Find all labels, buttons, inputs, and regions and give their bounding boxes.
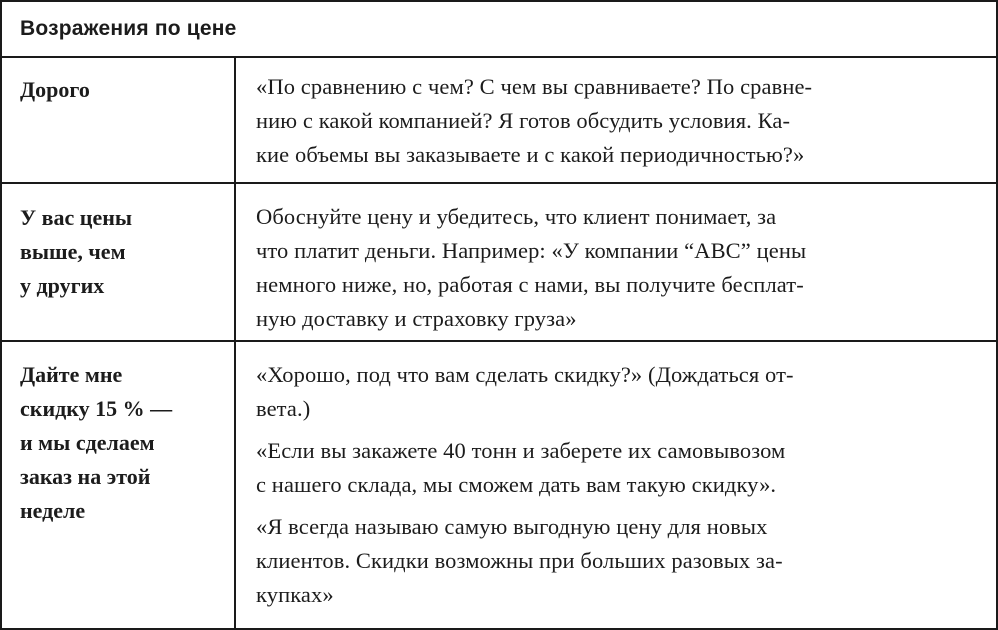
objection-text: и мы сделаем [20, 430, 155, 455]
response-paragraph [256, 358, 976, 426]
response-line: «Я всегда называю самую выгодную цену для новых [256, 514, 768, 539]
table-title [2, 2, 996, 58]
response-line: ную доставку и страховку груза» [256, 306, 577, 331]
objection-text: заказ на этой [20, 464, 151, 489]
table-title-text: Возражения по цене [20, 17, 237, 40]
response-cell [236, 184, 996, 340]
response-paragraph [256, 200, 976, 336]
response-line: Обоснуйте цену и убедитесь, что клиент понимает, за [256, 204, 777, 229]
response-line: немного ниже, но, работая с нами, вы получите бесплат- [256, 272, 804, 297]
objection-cell [2, 184, 236, 340]
response-paragraph [256, 70, 976, 172]
objection-text: Дайте мне [20, 362, 123, 387]
response-line: вета.) [256, 396, 311, 421]
objection-text: у других [20, 273, 105, 298]
response-line: нию с какой компанией? Я готов обсудить условия. Ка- [256, 108, 791, 133]
response-line: купках» [256, 582, 334, 607]
objection-text: неделе [20, 498, 86, 523]
objection-text: У вас цены [20, 205, 133, 230]
response-cell [236, 342, 996, 628]
objection-text: скидку 15 % — [20, 396, 173, 421]
table-row [2, 184, 996, 342]
objection-text: выше, чем [20, 239, 126, 264]
objection-text: Дорого [20, 77, 90, 102]
table-row [2, 58, 996, 184]
response-line: с нашего склада, мы сможем дать вам такую скидку». [256, 472, 777, 497]
response-line: «Хорошо, под что вам сделать скидку?» (Дождаться от- [256, 362, 794, 387]
response-line: кие объемы вы заказываете и с какой периодичностью?» [256, 142, 805, 167]
objection-cell [2, 342, 236, 628]
response-line: клиентов. Скидки возможны при больших разовых за- [256, 548, 783, 573]
response-line: «Если вы закажете 40 тонн и заберете их самовывозом [256, 438, 786, 463]
response-line: «По сравнению с чем? С чем вы сравниваете? По сравне- [256, 74, 813, 99]
response-paragraph [256, 434, 976, 502]
table-row [2, 342, 996, 628]
response-line: что платит деньги. Например: «У компании “ABC” цены [256, 238, 807, 263]
response-cell [236, 58, 996, 182]
objection-cell [2, 58, 236, 182]
response-paragraph [256, 510, 976, 612]
